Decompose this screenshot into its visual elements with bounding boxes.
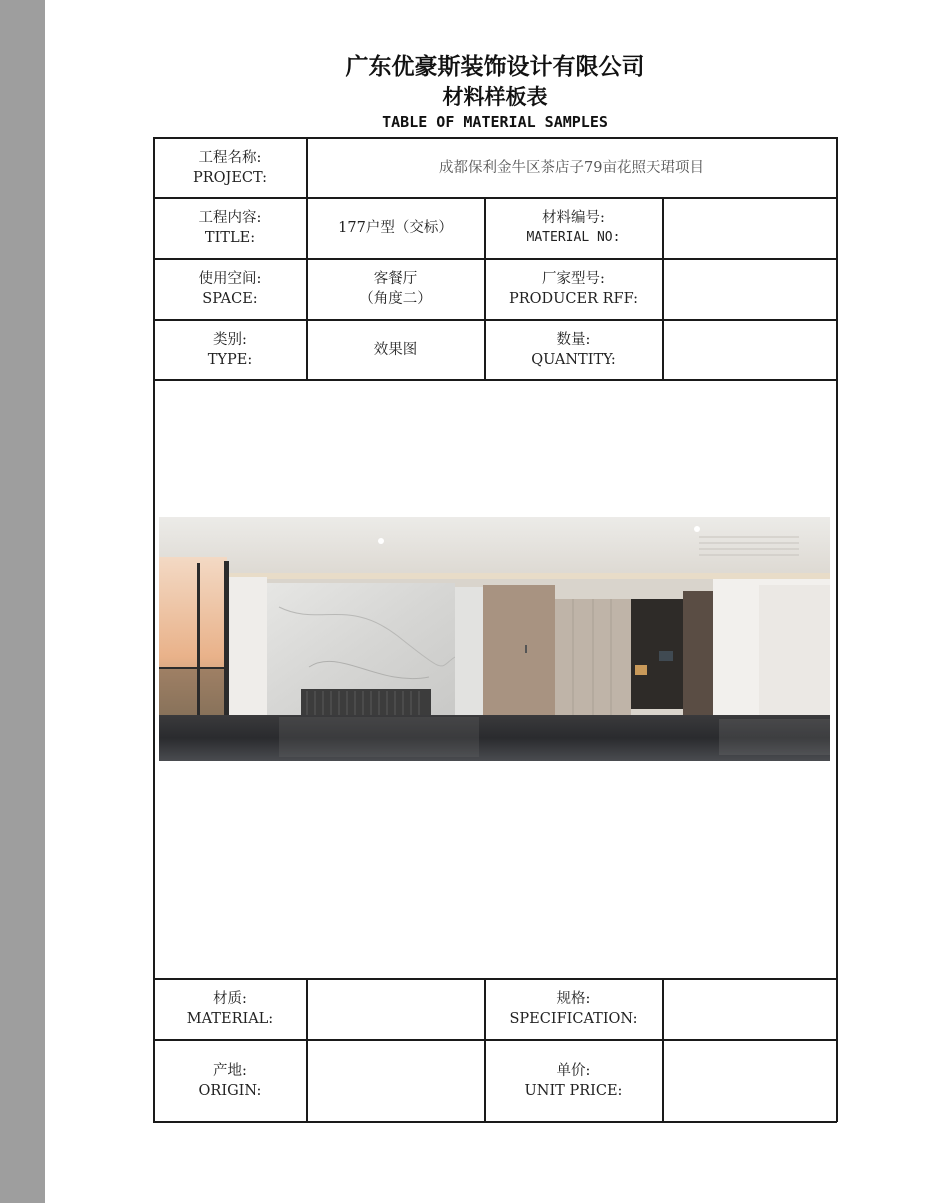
left-margin-bar (0, 0, 45, 1203)
quantity-label (485, 320, 662, 379)
specification-label-cn: 规格: (556, 991, 591, 1007)
quantity-label-cn: 数量: (556, 331, 591, 348)
unit-price-label-cn: 单价: (556, 1062, 591, 1079)
unit-price-value (663, 1040, 836, 1121)
table-border-right (836, 137, 838, 1122)
title-value: 177户型（交标） (338, 220, 453, 236)
space-value-line1: 客餐厅 (373, 271, 418, 287)
type-label (154, 320, 306, 379)
type-label-en: TYPE: (207, 351, 253, 368)
title-label-en: TITLE: (204, 230, 256, 246)
space-label-en: SPACE: (202, 291, 258, 307)
producer-label (485, 259, 662, 319)
specification-label-en: SPECIFICATION: (509, 1011, 638, 1027)
project-value: 成都保利金牛区茶店子79亩花照天珺项目 (439, 159, 704, 176)
type-value: 效果图 (373, 341, 418, 358)
space-label (154, 259, 306, 319)
material-no-label-en: MATERIAL NO: (526, 230, 621, 245)
material-no-value (663, 198, 836, 258)
company-name: 广东优豪斯装饰设计有限公司 (345, 54, 645, 80)
space-value-line2: （角度二） (359, 291, 432, 307)
interior-rendering-image (159, 517, 830, 761)
specification-label (485, 979, 662, 1039)
project-label-en: PROJECT: (192, 169, 268, 186)
form-title-cn: 材料样板表 (442, 85, 548, 109)
producer-label-cn: 厂家型号: (542, 271, 605, 287)
material-value (307, 979, 484, 1039)
specification-value (663, 979, 836, 1039)
material-label-cn: 材质: (213, 991, 247, 1007)
quantity-value (663, 320, 836, 379)
origin-value (307, 1040, 484, 1121)
table-row-divider (153, 379, 837, 381)
producer-label-en: PRODUCER RFF: (508, 291, 639, 307)
material-no-label (485, 198, 662, 258)
project-label (154, 138, 306, 197)
title-label-cn: 工程内容: (198, 210, 262, 226)
space-label-cn: 使用空间: (198, 271, 262, 287)
origin-label-cn: 产地: (213, 1062, 247, 1079)
type-label-cn: 类别: (213, 331, 247, 348)
table-border-bottom (153, 1121, 837, 1123)
producer-value (663, 259, 836, 319)
title-label (154, 198, 306, 258)
origin-label (154, 1040, 306, 1121)
unit-price-label-en: UNIT PRICE: (524, 1082, 623, 1099)
space-value (307, 259, 484, 319)
material-no-label-cn: 材料编号: (542, 210, 605, 226)
material-label (154, 979, 306, 1039)
form-title-en: TABLE OF MATERIAL SAMPLES (382, 113, 608, 131)
quantity-label-en: QUANTITY: (531, 351, 616, 368)
project-label-cn: 工程名称: (198, 149, 262, 166)
unit-price-label (485, 1040, 662, 1121)
material-label-en: MATERIAL: (186, 1011, 274, 1027)
origin-label-en: ORIGIN: (198, 1082, 262, 1099)
